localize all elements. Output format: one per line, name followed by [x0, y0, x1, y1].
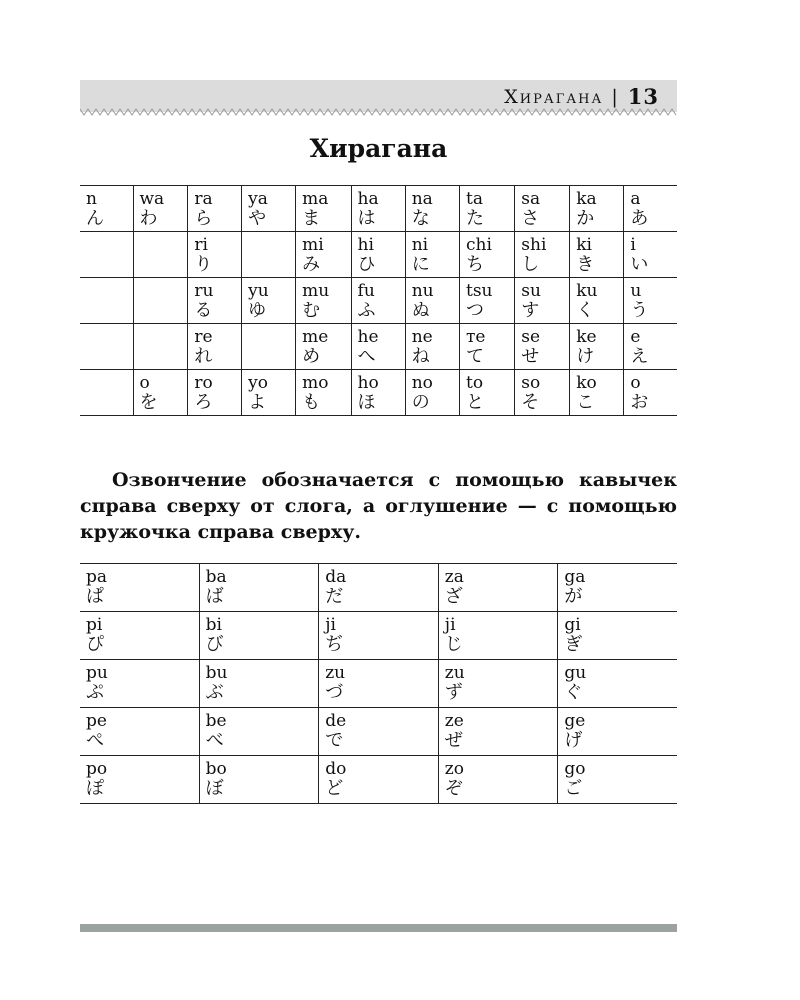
paragraph-line-1: Озвончение обозначается с помощью кавычек [112, 469, 677, 491]
table-cell [242, 186, 296, 232]
header-text [504, 84, 659, 109]
kana-character: ぜ [444, 730, 463, 751]
kana-character: に [411, 254, 430, 275]
romaji-label: ge [564, 711, 586, 731]
table-cell [438, 660, 558, 708]
table-cell [296, 278, 351, 324]
romaji-label: ro [194, 373, 213, 393]
table-cell [242, 324, 296, 370]
romaji-label: ha [357, 189, 379, 209]
kana-character: け [576, 346, 595, 367]
romaji-label: sa [521, 189, 541, 209]
table-cell [405, 370, 459, 416]
kana-character: と [466, 392, 484, 413]
table-cell [460, 186, 515, 232]
romaji-label: ya [248, 189, 268, 209]
table-cell [199, 660, 319, 708]
table-cell [515, 370, 570, 416]
kana-character: ず [444, 682, 463, 703]
table-cell [624, 186, 677, 232]
table-cell [515, 324, 570, 370]
table-cell [405, 186, 459, 232]
romaji-label: n [86, 189, 97, 209]
page-title: Хирагана [309, 134, 448, 163]
table-row [80, 660, 677, 708]
romaji-label: so [521, 373, 541, 393]
table-cell [133, 278, 188, 324]
table-cell [80, 232, 133, 278]
kana-character: く [576, 300, 595, 321]
table-cell [199, 564, 319, 612]
kana-character: だ [325, 586, 344, 607]
kana-character: う [630, 300, 649, 321]
romaji-label: ra [194, 189, 213, 209]
romaji-label: o [630, 373, 641, 393]
kana-character: ま [302, 208, 321, 229]
table-cell [351, 370, 405, 416]
kana-character: せ [521, 346, 540, 367]
table-cell [199, 612, 319, 660]
table-cell [80, 324, 133, 370]
table-row [80, 278, 677, 324]
kana-character: ど [325, 778, 344, 799]
kana-character: じ [444, 634, 463, 655]
kana-character: や [248, 208, 267, 229]
table-cell [460, 278, 515, 324]
kana-character: ち [466, 254, 484, 275]
romaji-label: ji [325, 615, 336, 635]
romaji-label: pe [86, 711, 107, 731]
kana-character: ぱ [86, 586, 104, 607]
table-cell [438, 708, 558, 756]
romaji-label: u [630, 281, 642, 301]
kana-character: ぽ [86, 778, 104, 799]
table-cell [242, 370, 296, 416]
table-cell [351, 186, 405, 232]
voiced-table [80, 563, 677, 804]
table-cell [405, 232, 459, 278]
table-cell [296, 370, 351, 416]
kana-character: し [521, 254, 540, 275]
kana-character: む [302, 300, 321, 321]
kana-character: ぼ [205, 778, 224, 799]
page-number: 13 [627, 84, 659, 109]
table-cell [80, 660, 199, 708]
table-cell [351, 232, 405, 278]
table-cell [188, 186, 242, 232]
table-cell [80, 370, 133, 416]
kana-character: ぞ [444, 778, 463, 799]
kana-character: び [205, 634, 224, 655]
kana-character: の [411, 392, 430, 413]
kana-character: ば [205, 586, 224, 607]
kana-character: た [466, 208, 484, 229]
table-cell [405, 278, 459, 324]
romaji-label: ko [576, 373, 597, 393]
table-cell [570, 370, 624, 416]
table-cell [460, 370, 515, 416]
romaji-label: ga [564, 567, 586, 587]
table-cell [438, 756, 558, 804]
romaji-label: e [630, 327, 641, 347]
romaji-label: o [139, 373, 150, 393]
romaji-label: go [564, 759, 586, 779]
romaji-label: he [357, 327, 379, 347]
table-cell [80, 278, 133, 324]
kana-character: も [302, 392, 321, 413]
romaji-label: fu [357, 281, 375, 301]
table-cell [319, 564, 439, 612]
romaji-label: bo [205, 759, 227, 779]
kana-character: ぷ [86, 682, 104, 703]
kana-character: づ [325, 682, 344, 703]
kana-character: こ [576, 392, 595, 413]
table-row [80, 756, 677, 804]
paragraph-line-3: кружочка справа сверху. [80, 521, 362, 543]
table-cell [133, 232, 188, 278]
romaji-label: ri [194, 235, 208, 255]
table-cell [558, 564, 677, 612]
kana-character: ほ [357, 392, 376, 413]
kana-character: お [630, 392, 649, 413]
table-cell [515, 186, 570, 232]
kana-character: ぴ [86, 634, 104, 655]
kana-character: げ [564, 730, 583, 751]
romaji-label: su [521, 281, 541, 301]
table-cell [558, 612, 677, 660]
header-separator: | [611, 85, 620, 108]
table-row [80, 612, 677, 660]
romaji-label: pu [86, 663, 108, 683]
kana-character: み [302, 254, 321, 275]
table-cell [570, 232, 624, 278]
romaji-label: ni [411, 235, 429, 255]
kana-character: り [194, 254, 213, 275]
kana-character: す [521, 300, 540, 321]
table-cell [570, 278, 624, 324]
kana-character: を [139, 392, 158, 413]
romaji-label: re [194, 327, 213, 347]
kana-character: れ [194, 346, 213, 367]
table-cell [624, 278, 677, 324]
romaji-label: shi [521, 235, 547, 255]
kana-character: い [630, 254, 649, 275]
table-cell [80, 756, 199, 804]
romaji-label: po [86, 759, 108, 779]
kana-character: て [466, 346, 484, 367]
romaji-label: yo [248, 373, 268, 393]
kana-character: ね [411, 346, 430, 367]
table-cell [188, 324, 242, 370]
table-cell [80, 564, 199, 612]
kana-character: わ [139, 208, 158, 229]
table-cell [296, 324, 351, 370]
romaji-label: ne [411, 327, 433, 347]
romaji-label: wa [139, 189, 165, 209]
kana-character: る [194, 300, 213, 321]
romaji-label: ma [302, 189, 329, 209]
romaji-label: no [411, 373, 433, 393]
table-row [80, 370, 677, 416]
table-cell [188, 278, 242, 324]
table-cell [438, 612, 558, 660]
table-cell [199, 708, 319, 756]
romaji-label: ji [444, 615, 456, 635]
romaji-label: ze [444, 711, 464, 731]
table-cell [133, 186, 188, 232]
romaji-label: те [466, 327, 486, 347]
table-cell [438, 564, 558, 612]
table-cell [242, 232, 296, 278]
romaji-label: pi [86, 615, 103, 635]
table-cell [133, 324, 188, 370]
romaji-label: na [411, 189, 433, 209]
table-cell [570, 324, 624, 370]
romaji-label: be [205, 711, 227, 731]
kana-character: ぎ [564, 634, 583, 655]
romaji-label: de [325, 711, 347, 731]
table-cell [319, 708, 439, 756]
kana-character: は [357, 208, 376, 229]
romaji-label: mi [302, 235, 324, 255]
table-row [80, 708, 677, 756]
romaji-label: bi [205, 615, 222, 635]
romaji-label: zu [325, 663, 346, 683]
romaji-label: ru [194, 281, 214, 301]
kana-character: ひ [357, 254, 376, 275]
table-cell [351, 324, 405, 370]
kana-character: か [576, 208, 595, 229]
romaji-label: gu [564, 663, 587, 683]
kana-character: ろ [194, 392, 213, 413]
kana-character: で [325, 730, 344, 751]
kana-character: ら [194, 208, 213, 229]
table-cell [319, 756, 439, 804]
romaji-label: to [466, 373, 484, 393]
romaji-label: da [325, 567, 347, 587]
table-cell [319, 660, 439, 708]
table-cell [296, 232, 351, 278]
romaji-label: nu [411, 281, 434, 301]
explanation-paragraph [80, 467, 677, 545]
romaji-label: yu [248, 281, 269, 301]
kana-character: き [576, 254, 595, 275]
header-section-title: Хирагана [504, 85, 604, 108]
table-cell [558, 756, 677, 804]
table-row [80, 564, 677, 612]
table-cell [188, 370, 242, 416]
table-cell [242, 278, 296, 324]
romaji-label: ta [466, 189, 483, 209]
kana-character: さ [521, 208, 540, 229]
romaji-label: gi [564, 615, 581, 635]
table-cell [296, 186, 351, 232]
table-cell [460, 232, 515, 278]
romaji-label: do [325, 759, 347, 779]
table-row [80, 186, 677, 232]
table-cell [624, 370, 677, 416]
kana-character: ぐ [564, 682, 583, 703]
kana-character: が [564, 586, 583, 607]
kana-character: ぺ [86, 730, 104, 751]
kana-character: べ [205, 730, 224, 751]
table-cell [319, 612, 439, 660]
table-cell [624, 324, 677, 370]
kana-character: な [411, 208, 430, 229]
table-cell [80, 708, 199, 756]
table-cell [515, 232, 570, 278]
kana-character: ざ [444, 586, 463, 607]
romaji-label: ke [576, 327, 597, 347]
table-cell [570, 186, 624, 232]
paragraph-line-2: справа сверху от слога, а оглушение — с помощью [80, 495, 677, 517]
romaji-label: mu [302, 281, 330, 301]
table-cell [460, 324, 515, 370]
romaji-label: ka [576, 189, 597, 209]
romaji-label: bu [205, 663, 228, 683]
footer-bar [80, 924, 677, 932]
kana-character: ふ [357, 300, 376, 321]
romaji-label: me [302, 327, 329, 347]
romaji-label: mo [302, 373, 329, 393]
kana-character: ぶ [205, 682, 224, 703]
romaji-label: zo [444, 759, 464, 779]
kana-character: ゆ [248, 300, 267, 321]
table-cell [558, 660, 677, 708]
romaji-label: se [521, 327, 541, 347]
table-cell [199, 756, 319, 804]
table-cell [405, 324, 459, 370]
table-cell [188, 232, 242, 278]
table-cell [558, 708, 677, 756]
header-zigzag-border [80, 108, 677, 116]
romaji-label: ho [357, 373, 379, 393]
kana-character: よ [248, 392, 267, 413]
romaji-label: ki [576, 235, 592, 255]
table-cell [624, 232, 677, 278]
romaji-label: a [630, 189, 641, 209]
table-cell [80, 186, 133, 232]
romaji-label: ku [576, 281, 598, 301]
romaji-label: za [444, 567, 464, 587]
romaji-label: hi [357, 235, 374, 255]
romaji-label: tsu [466, 281, 493, 301]
romaji-label: pa [86, 567, 108, 587]
table-cell [351, 278, 405, 324]
hiragana-table [80, 185, 677, 416]
kana-character: め [302, 346, 321, 367]
table-cell [80, 612, 199, 660]
kana-character: そ [521, 392, 540, 413]
table-row [80, 232, 677, 278]
kana-character: ぬ [411, 300, 430, 321]
romaji-label: i [630, 235, 636, 255]
kana-character: え [630, 346, 649, 367]
table-row [80, 324, 677, 370]
romaji-label: chi [466, 235, 492, 255]
table-cell [133, 370, 188, 416]
kana-character: ご [564, 778, 583, 799]
kana-character: つ [466, 300, 484, 321]
romaji-label: zu [444, 663, 465, 683]
kana-character: ん [86, 208, 104, 229]
kana-character: あ [630, 208, 649, 229]
kana-character: へ [357, 346, 376, 367]
kana-character: ぢ [325, 634, 344, 655]
table-cell [515, 278, 570, 324]
romaji-label: ba [205, 567, 227, 587]
